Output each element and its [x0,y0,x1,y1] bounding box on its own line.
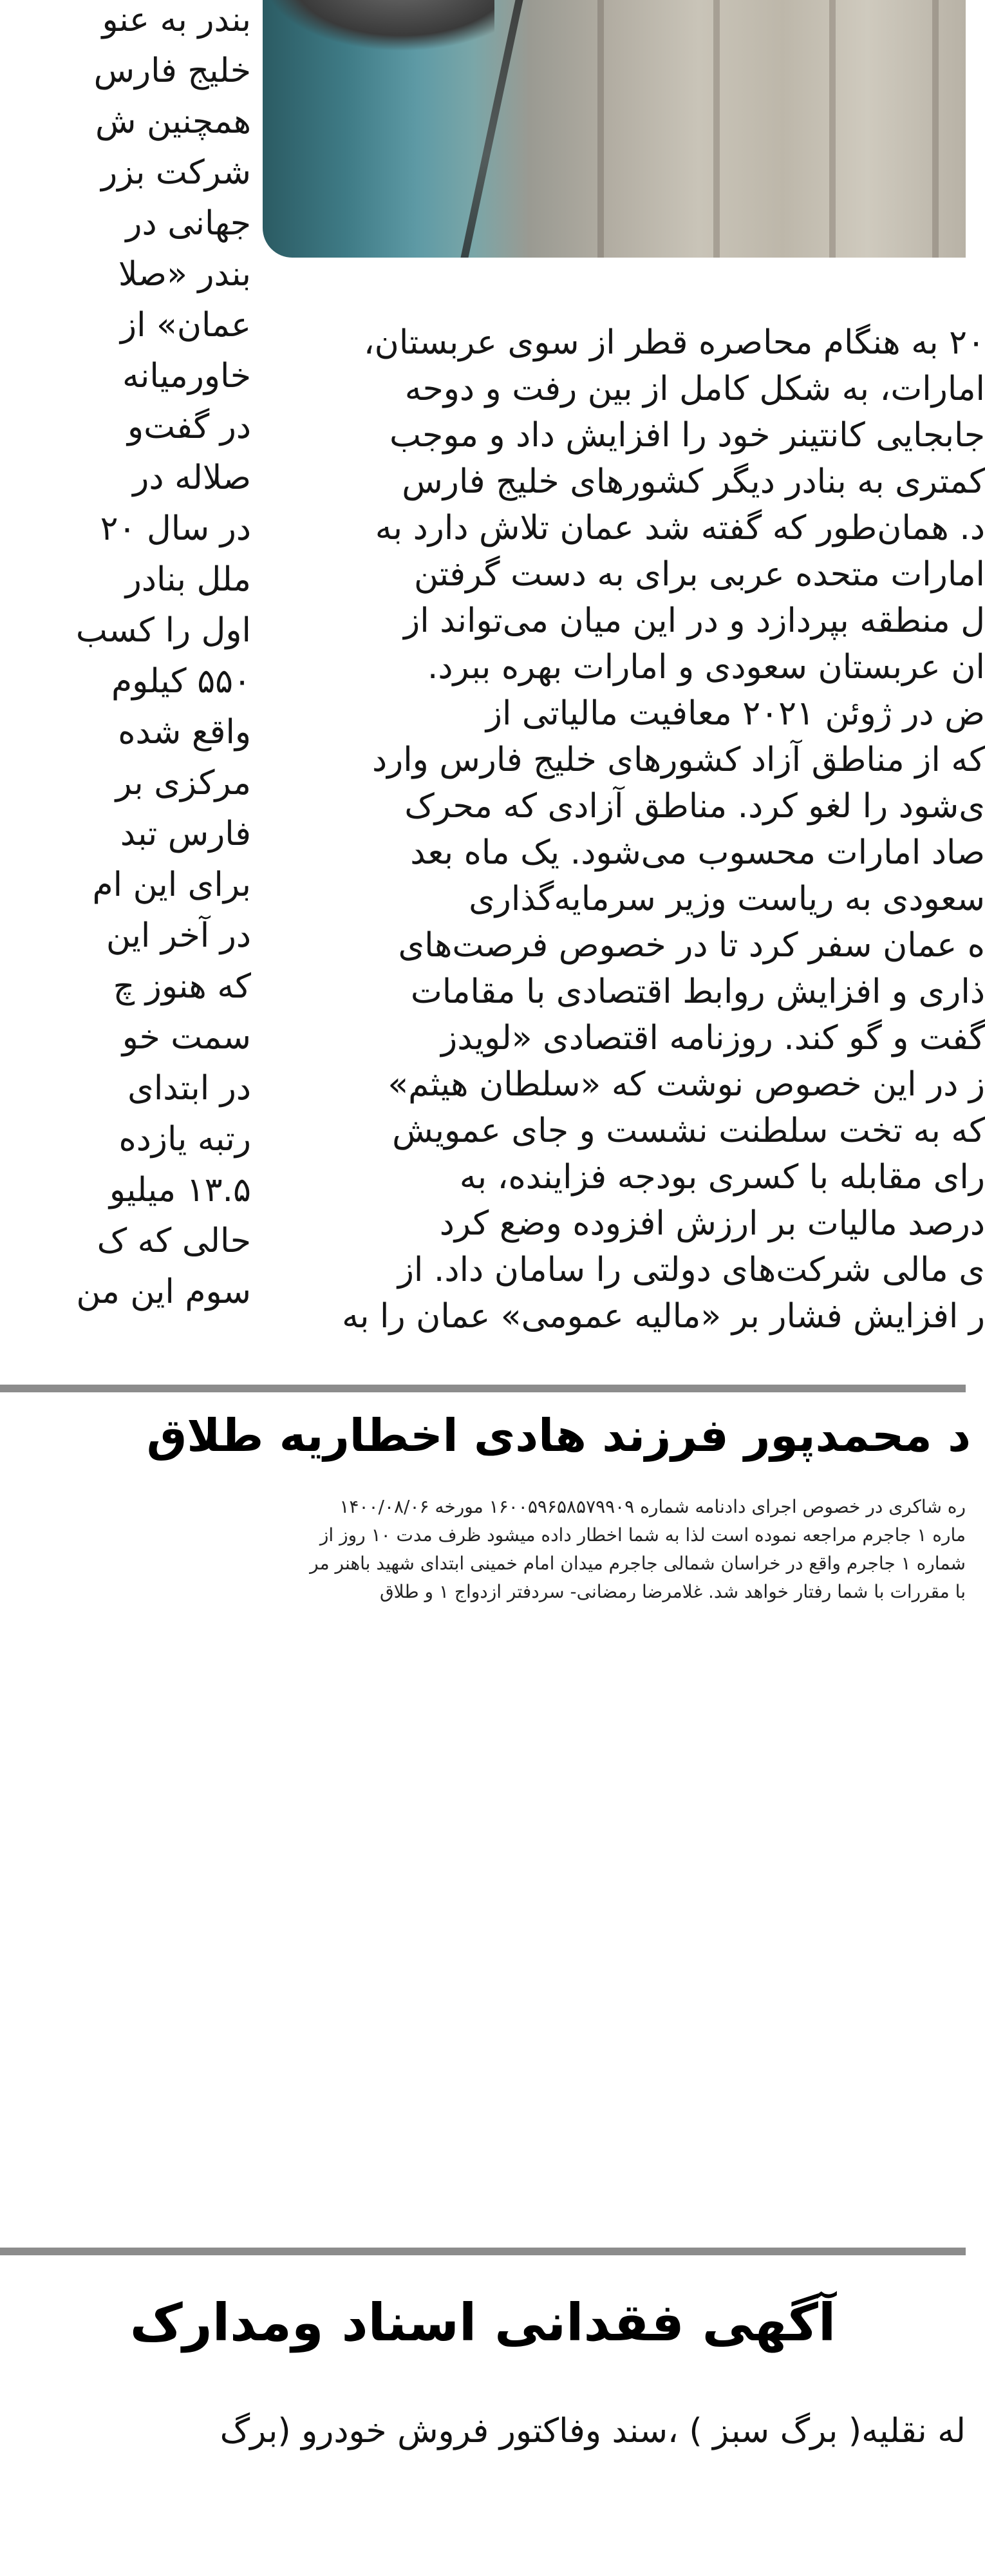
text-line: در ابتدای [127,1069,251,1108]
text-line: امارات، به شکل کامل از بین رفت و دوحه [404,370,985,408]
text-line: سعودی به ریاست وزیر سرمایه‌گذاری [469,880,985,918]
text-line: در سال ۲۰ [100,509,251,548]
text-line: در گفت‌و [127,408,251,446]
notice-line: با مقررات با شما رفتار خواهد شد. غلامرضا رمضانی- سردفتر ازدواج ۱ و طلاق [379,1581,966,1602]
text-line: اول را کسب [75,611,251,650]
text-line: جهانی در [126,204,251,243]
text-line: فارس تبد [120,815,251,853]
notice-line: شماره ۱ جاجرم واقع در خراسان شمالی جاجرم میدان امام خمینی ابتدای شهید باهنر مر [310,1553,966,1574]
divorce-notice-title: د محمدپور فرزند هادی اخطاریه طلاق [146,1409,971,1462]
dock-plank-seam [713,0,720,258]
lost-documents-title: آگهی فقدانی اسناد ومدارک [129,2293,836,2353]
text-line: ل منطقه بپردازد و در این میان می‌تواند از [404,601,985,640]
main-article-column [263,303,985,1340]
notice-line: ره شاکری در خصوص اجرای دادنامه شماره ۱۶‌۰۰‌۵۹۶‌۵۸۵۷‌۹۹۰۹ مورخه ۱۴۰۰/۰۸/۰۶ [339,1496,966,1517]
text-line: در آخر این [106,916,251,955]
ship-hull [263,0,494,52]
text-line: سوم این من [76,1273,251,1311]
text-line: حالی که ک [97,1222,251,1260]
text-line: ۲۰ به هنگام محاصره قطر از سوی عربستان، [363,323,985,362]
left-article-column [0,0,251,1333]
text-line: مرکزی بر [115,764,251,802]
text-line: رتبه یازده [118,1120,251,1159]
text-line: ان عربستان سعودی و امارات بهره ببرد. [427,648,985,687]
text-line: خاورمیانه [122,357,251,395]
text-line: امارات متحده عربی برای به دست گرفتن [413,555,985,594]
divider-top [0,1385,966,1392]
text-line: شرکت بزر [101,153,251,192]
text-line: بندر به عنو [102,1,251,39]
dock-plank-seam [829,0,836,258]
dock-plank-seam [932,0,939,258]
text-line: ی‌شود را لغو کرد. مناطق آزادی که محرک [404,787,985,826]
text-line: صاد امارات محسوب می‌شود. یک ماه بعد [410,833,985,872]
divider-middle [0,2248,966,2255]
text-line: بندر «صلا [118,255,251,294]
text-line: ذاری و افزایش روابط اقتصادی با مقامات [410,972,985,1011]
text-line: ه عمان سفر کرد تا در خصوص فرصت‌های [398,926,985,965]
text-line: خلیج فارس [93,52,251,90]
text-line: رای مقابله با کسری بودجه فزاینده، به [459,1158,985,1197]
text-line: ۵۵۰ کیلوم [111,662,251,701]
text-line: ر افزایش فشار بر «مالیه عمومی» عمان را به [342,1297,985,1336]
dock-plank-seam [597,0,604,258]
text-line: ز در این خصوص نوشت که «سلطان هیثم» [388,1065,985,1104]
text-line: همچنین ش [95,102,251,141]
notice-line: ماره ۱ جاجرم مراجعه نموده است لذا به شما اخطار داده میشود ظرف مدت ۱۰ روز از [319,1524,966,1546]
text-line: د. همان‌طور که گفته شد عمان تلاش دارد به [375,509,985,547]
text-line: عمان» از [120,306,251,345]
text-line: واقع شده [118,713,251,752]
text-line: که به تخت سلطنت نشست و جای عمویش [392,1112,985,1150]
text-line: که از مناطق آزاد کشورهای خلیج فارس وارد [371,741,985,779]
text-line: صلاله در [133,459,251,497]
text-line: جابجایی کانتینر خود را افزایش داد و موجب [389,416,985,455]
text-line: درصد مالیات بر ارزش افزوده وضع کرد [439,1204,985,1243]
text-line: ض در ژوئن ۲۰۲۱ معافیت مالیاتی از [485,694,985,733]
text-line: سمت خو [122,1018,251,1057]
text-line: ملل بنادر [125,560,251,599]
text-line: که هنوز چ [113,967,251,1006]
text-line: کمتری به بنادر دیگر کشورهای خلیج فارس [402,462,985,501]
harbor-photo [263,0,966,258]
text-line: ۱۳.۵ میلیو [109,1171,251,1209]
lost-documents-body: له نقلیه( برگ سبز ) ،سند وفاکتور فروش خودرو (برگ [220,2412,966,2450]
text-line: گفت و گو کند. روزنامه اقتصادی «لویدز [441,1019,985,1057]
text-line: ی مالی شرکت‌های دولتی را سامان داد. از [397,1251,985,1289]
text-line: برای این ام [92,866,251,904]
